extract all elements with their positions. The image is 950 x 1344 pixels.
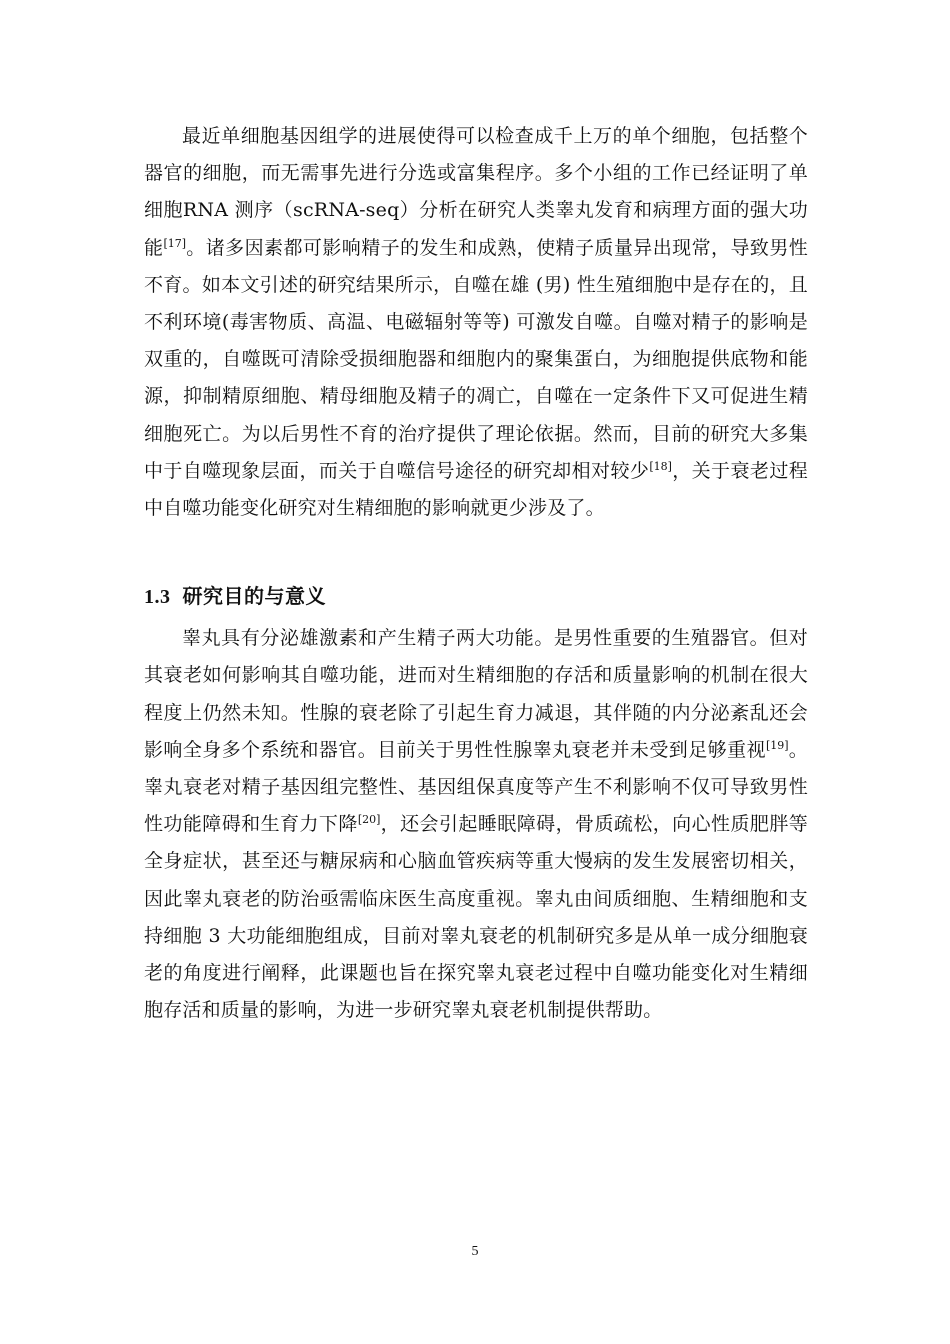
citation-ref: [17]: [163, 236, 187, 250]
section-title: 研究目的与意义: [182, 584, 326, 609]
paragraph-text: ，关于衰老过程中自噬功能变化研究对生精细胞的影响就更少涉及了。: [144, 459, 809, 520]
citation-ref: [18]: [649, 459, 672, 473]
page-number: 5: [471, 1244, 479, 1259]
paragraph-text: 。睾丸衰老对精子基因组完整性、基因组保真度等产生不利影响不仅可导致男性性功能障碍和生育力下降: [144, 738, 808, 836]
paragraph-text: 。诸多因素都可影响精子的发生和成熟，使精子质量异出现常，导致男性不育。如本文引述的研究结果所示，自噬在雄 (男) 性生殖细胞中是存在的，且不利环境(毒害物质、高温、电磁辐射等等) 可激发自噬。自噬对精子的影响是双重的，自噬既可清除受损细胞器和细胞内的聚集蛋白，为细胞提供底物和能源，抑制精原细胞、精母细胞及精子的凋亡，自噬在一定条件下又可促进生精细胞死亡。为以后男性不育的治疗提供了理论依据。然而，目前的研究大多集中于自噬现象层面，而关于自噬信号途径的研究却相对较少: [144, 236, 808, 482]
paragraph-single-cell-genomics: [144, 118, 808, 527]
paragraph-research-purpose: [144, 620, 808, 1029]
section-heading: [144, 579, 808, 614]
citation-ref: [20]: [357, 813, 381, 827]
section-number: 1.3: [144, 586, 171, 609]
paragraph-text: 最近单细胞基因组学的进展使得可以检查成千上万的单个细胞，包括整个器官的细胞，而无需事先进行分选或富集程序。多个小组的工作已经证明了单细胞RNA 测序（scRNA-seq）分析在研究人类睾丸发育和病理方面的强大功能: [144, 125, 808, 259]
document-body: [144, 118, 808, 1029]
paragraph-text: 睾丸具有分泌雄激素和产生精子两大功能。是男性重要的生殖器官。但对其衰老如何影响其自噬功能，进而对生精细胞的存活和质量影响的机制在很大程度上仍然未知。性腺的衰老除了引起生育力减退，其伴随的内分泌紊乱还会影响全身多个系统和器官。目前关于男性性腺睾丸衰老并未受到足够重视: [144, 627, 808, 761]
paragraph-text: ，还会引起睡眠障碍，骨质疏松，向心性质肥胖等全身症状，甚至还与糖尿病和心脑血管疾病等重大慢病的发生发展密切相关，因此睾丸衰老的防治亟需临床医生高度重视。睾丸由间质细胞、生精细胞和支持细胞 3 大功能细胞组成，目前对睾丸衰老的机制研究多是从单一成分细胞衰老的角度进行阐释，此课题也旨在探究睾丸衰老过程中自噬功能变化对生精细胞存活和质量的影响，为进一步研究睾丸衰老机制提供帮助。: [144, 813, 809, 1022]
citation-ref: [19]: [765, 738, 789, 752]
